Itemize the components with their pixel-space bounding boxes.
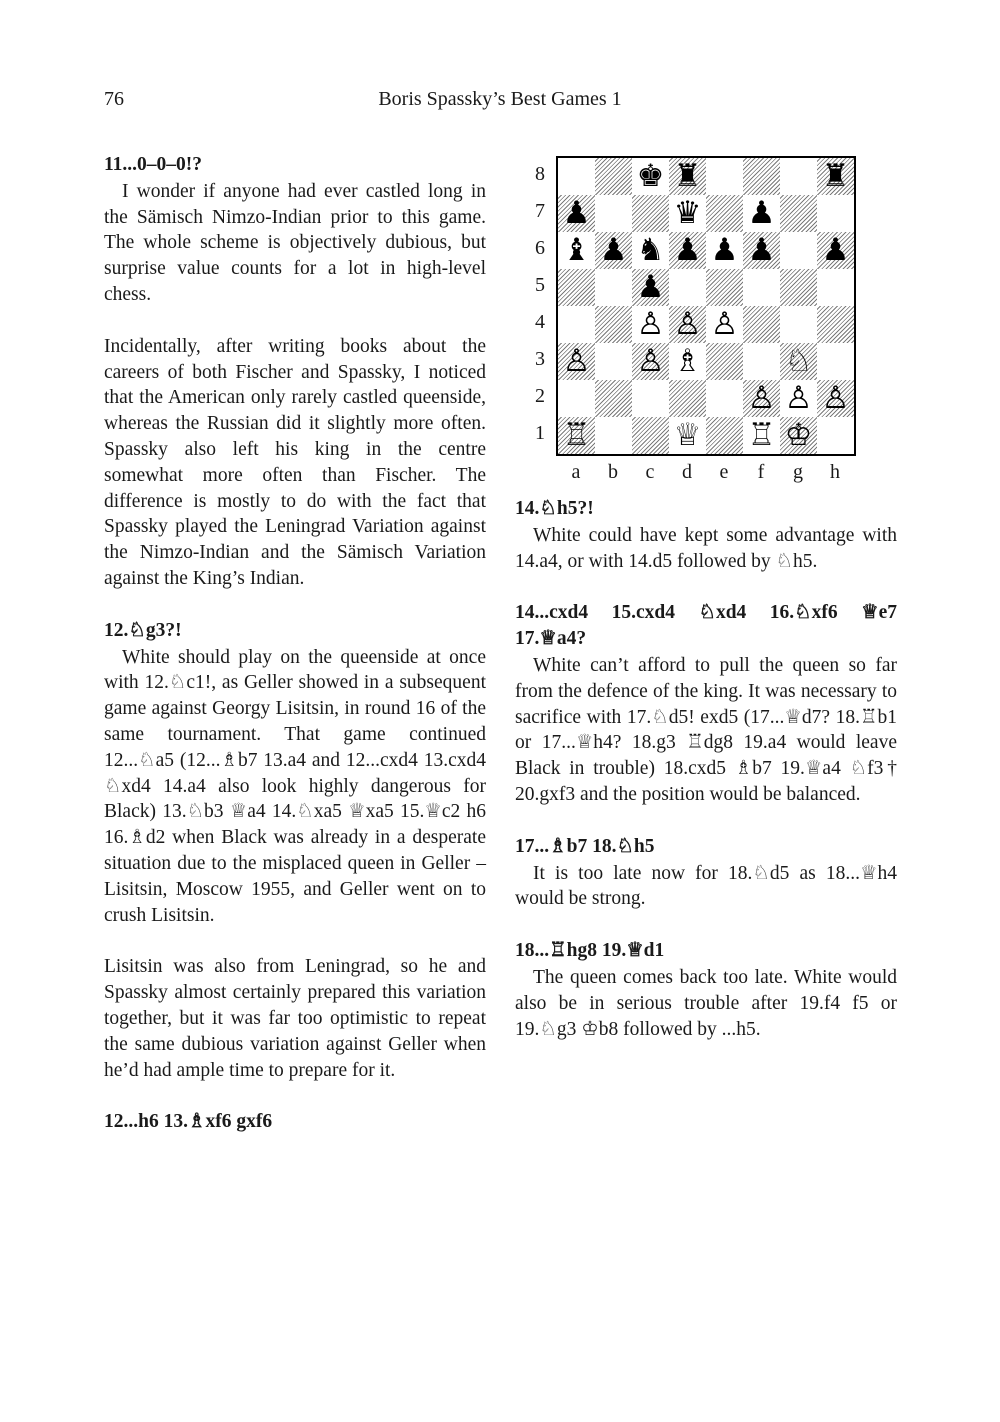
rank-label: 6 xyxy=(535,237,545,259)
chess-piece: ♟ xyxy=(562,195,591,231)
paragraph: The queen comes back too late. White would also be in serious trouble after 19.f4 f5 or 19.♘g3 ♔b8 followed by ...h5. xyxy=(515,966,897,1040)
chess-piece: ♙ xyxy=(562,343,591,379)
chess-piece: ♙ xyxy=(747,380,776,416)
move-heading: 11...0–0–0!? xyxy=(104,154,203,175)
board-square-d1 xyxy=(669,417,706,454)
board-square-e8 xyxy=(706,158,743,195)
chess-piece: ♟ xyxy=(599,232,628,268)
board-square-f8 xyxy=(743,158,780,195)
board-square-g4 xyxy=(780,306,817,343)
chess-piece: ♛ xyxy=(673,195,702,231)
file-label: c xyxy=(645,461,655,483)
move-heading: 17...♗b7 18.♘h5 xyxy=(515,835,655,857)
board-square-g2 xyxy=(780,380,817,417)
move-heading: 17.♕a4? xyxy=(515,628,587,650)
rank-label: 4 xyxy=(535,311,545,333)
chess-board xyxy=(556,156,856,456)
board-square-d3 xyxy=(669,343,706,380)
paragraph: White could have kept some advantage with 14.a4, or with 14.d5 followed by ♘h5. xyxy=(515,524,897,572)
board-square-a1 xyxy=(558,417,595,454)
move-heading: 14...cxd4 15.cxd4 ♘xd4 16.♘xf6 ♕e7 xyxy=(515,602,897,624)
file-label: g xyxy=(793,461,803,483)
paragraph: White should play on the queenside at once with 12.♘c1!, as Geller showed in a subsequent game against Georgy Lisitsin, in round 16 of the same tournament. That game continued 12...♘a5 (12...♗b7 13.a4 and 12...cxd4 13.cxd4 ♘xd4 14.a4 also look highly dangerous for Black) 13.♘b3 ♕a4 14.♘xa5 ♕xa5 15.♕c2 h6 16.♗d2 when Black was already in a desperate situation due to the misplaced queen in Geller – Lisitsin, Moscow 1955, and Geller went on to crush Lisitsin. xyxy=(104,646,486,926)
board-square-c2 xyxy=(632,380,669,417)
board-square-f2 xyxy=(743,380,780,417)
board-square-c8 xyxy=(632,158,669,195)
board-square-f1 xyxy=(743,417,780,454)
rank-label: 2 xyxy=(535,385,545,407)
running-title: Boris Spassky’s Best Games 1 xyxy=(378,88,622,110)
chess-piece: ♞ xyxy=(636,232,665,268)
board-square-g8 xyxy=(780,158,817,195)
file-label: e xyxy=(719,461,729,483)
board-square-b1 xyxy=(595,417,632,454)
chess-piece: ♙ xyxy=(821,380,850,416)
board-square-g5 xyxy=(780,269,817,306)
board-square-a4 xyxy=(558,306,595,343)
board-square-f5 xyxy=(743,269,780,306)
board-square-c7 xyxy=(632,195,669,232)
chess-piece: ♙ xyxy=(636,306,665,342)
chess-piece: ♜ xyxy=(673,158,702,194)
file-label: h xyxy=(830,461,840,483)
board-square-b3 xyxy=(595,343,632,380)
board-square-e3 xyxy=(706,343,743,380)
rank-label: 8 xyxy=(535,163,545,185)
file-label: f xyxy=(757,461,765,483)
left-column xyxy=(104,152,486,1136)
board-square-a8 xyxy=(558,158,595,195)
chess-piece: ♖ xyxy=(747,417,776,453)
chess-piece: ♗ xyxy=(673,343,702,379)
chess-diagram xyxy=(515,152,897,490)
chess-piece: ♟ xyxy=(747,232,776,268)
board-square-c4 xyxy=(632,306,669,343)
board-square-h1 xyxy=(817,417,854,454)
board-square-g7 xyxy=(780,195,817,232)
chess-piece: ♟ xyxy=(821,232,850,268)
board-square-c6 xyxy=(632,232,669,269)
chess-piece: ♙ xyxy=(784,380,813,416)
board-square-h3 xyxy=(817,343,854,380)
rank-label: 7 xyxy=(535,200,545,222)
board-square-d6 xyxy=(669,232,706,269)
move-heading: 12...h6 13.♗xf6 gxf6 xyxy=(104,1111,273,1133)
file-label: d xyxy=(682,461,692,483)
chess-piece: ♟ xyxy=(710,232,739,268)
chess-piece: ♚ xyxy=(636,158,665,194)
board-square-e2 xyxy=(706,380,743,417)
chess-piece: ♜ xyxy=(821,158,850,194)
board-square-d2 xyxy=(669,380,706,417)
board-square-f6 xyxy=(743,232,780,269)
chess-piece: ♕ xyxy=(673,417,702,453)
rank-label: 5 xyxy=(535,274,545,296)
board-square-e5 xyxy=(706,269,743,306)
board-square-e1 xyxy=(706,417,743,454)
board-square-e6 xyxy=(706,232,743,269)
file-label: a xyxy=(571,461,581,483)
board-square-h5 xyxy=(817,269,854,306)
board-square-d5 xyxy=(669,269,706,306)
chess-piece: ♟ xyxy=(747,195,776,231)
chess-piece: ♘ xyxy=(784,343,813,379)
board-square-c3 xyxy=(632,343,669,380)
chess-piece: ♔ xyxy=(784,417,813,453)
file-label: b xyxy=(608,461,618,483)
board-square-c1 xyxy=(632,417,669,454)
board-square-b4 xyxy=(595,306,632,343)
paragraph: Lisitsin was also from Leningrad, so he and Spassky almost certainly prepared this variation together, but it was far too optimistic to repeat the same dubious variation against Geller when he’d had ample time to prepare for it. xyxy=(104,956,486,1081)
board-square-h4 xyxy=(817,306,854,343)
board-square-h6 xyxy=(817,232,854,269)
board-square-a3 xyxy=(558,343,595,380)
board-square-c5 xyxy=(632,269,669,306)
move-heading: 18...♖hg8 19.♕d1 xyxy=(515,940,665,962)
board-square-f4 xyxy=(743,306,780,343)
board-square-d8 xyxy=(669,158,706,195)
rank-label: 1 xyxy=(535,422,545,444)
board-square-a6 xyxy=(558,232,595,269)
board-square-d7 xyxy=(669,195,706,232)
board-square-f3 xyxy=(743,343,780,380)
board-square-b8 xyxy=(595,158,632,195)
board-square-h7 xyxy=(817,195,854,232)
chess-piece: ♙ xyxy=(636,343,665,379)
move-heading: 12.♘g3?! xyxy=(104,619,182,641)
move-heading: 14.♘h5?! xyxy=(515,498,594,519)
page-number: 76 xyxy=(104,88,124,110)
paragraph: I wonder if anyone had ever castled long in the Sämisch Nimzo-Indian prior to this game. The whole scheme is objectively dubious, but surprise value counts for a lot in high-level chess. xyxy=(104,180,486,305)
right-column xyxy=(515,152,897,1042)
chess-piece: ♙ xyxy=(673,306,702,342)
paragraph: White can’t afford to pull the queen so far from the defence of the king. It was necessary to sacrifice with 17.♘d5! exd5 (17...♕d7? 18.♖b1 or 17...♕h4? 18.g3 ♖dg8 19.a4 would leave Black in trouble) 18.cxd5 ♗b7 19.♕a4 ♘f3† 20.gxf3 and the position would be balanced. xyxy=(515,654,897,805)
paragraph: Incidentally, after writing books about the careers of both Fischer and Spassky, I noticed that the American only rarely castled queenside, whereas the Russian did it slightly more often. Spassky also left his king in the centre somewhat more often than Fischer. The difference is mostly to do with the fact that Spassky played the Leningrad Variation against the Nimzo-Indian and the Sämisch Variation against the King’s Indian. xyxy=(104,335,486,589)
chess-piece: ♝ xyxy=(562,232,591,268)
board-square-g6 xyxy=(780,232,817,269)
board-square-f7 xyxy=(743,195,780,232)
chess-piece: ♙ xyxy=(710,306,739,342)
board-square-a7 xyxy=(558,195,595,232)
chess-piece: ♟ xyxy=(636,269,665,305)
board-square-g3 xyxy=(780,343,817,380)
board-square-a2 xyxy=(558,380,595,417)
board-square-b7 xyxy=(595,195,632,232)
chess-piece: ♟ xyxy=(673,232,702,268)
board-square-e7 xyxy=(706,195,743,232)
paragraph: It is too late now for 18.♘d5 as 18...♕h4 would be strong. xyxy=(515,862,897,910)
rank-label: 3 xyxy=(535,348,545,370)
board-square-b2 xyxy=(595,380,632,417)
board-square-g1 xyxy=(780,417,817,454)
board-square-e4 xyxy=(706,306,743,343)
board-square-d4 xyxy=(669,306,706,343)
board-square-h2 xyxy=(817,380,854,417)
board-square-h8 xyxy=(817,158,854,195)
board-square-b5 xyxy=(595,269,632,306)
chess-piece: ♖ xyxy=(562,417,591,453)
board-square-b6 xyxy=(595,232,632,269)
board-square-a5 xyxy=(558,269,595,306)
